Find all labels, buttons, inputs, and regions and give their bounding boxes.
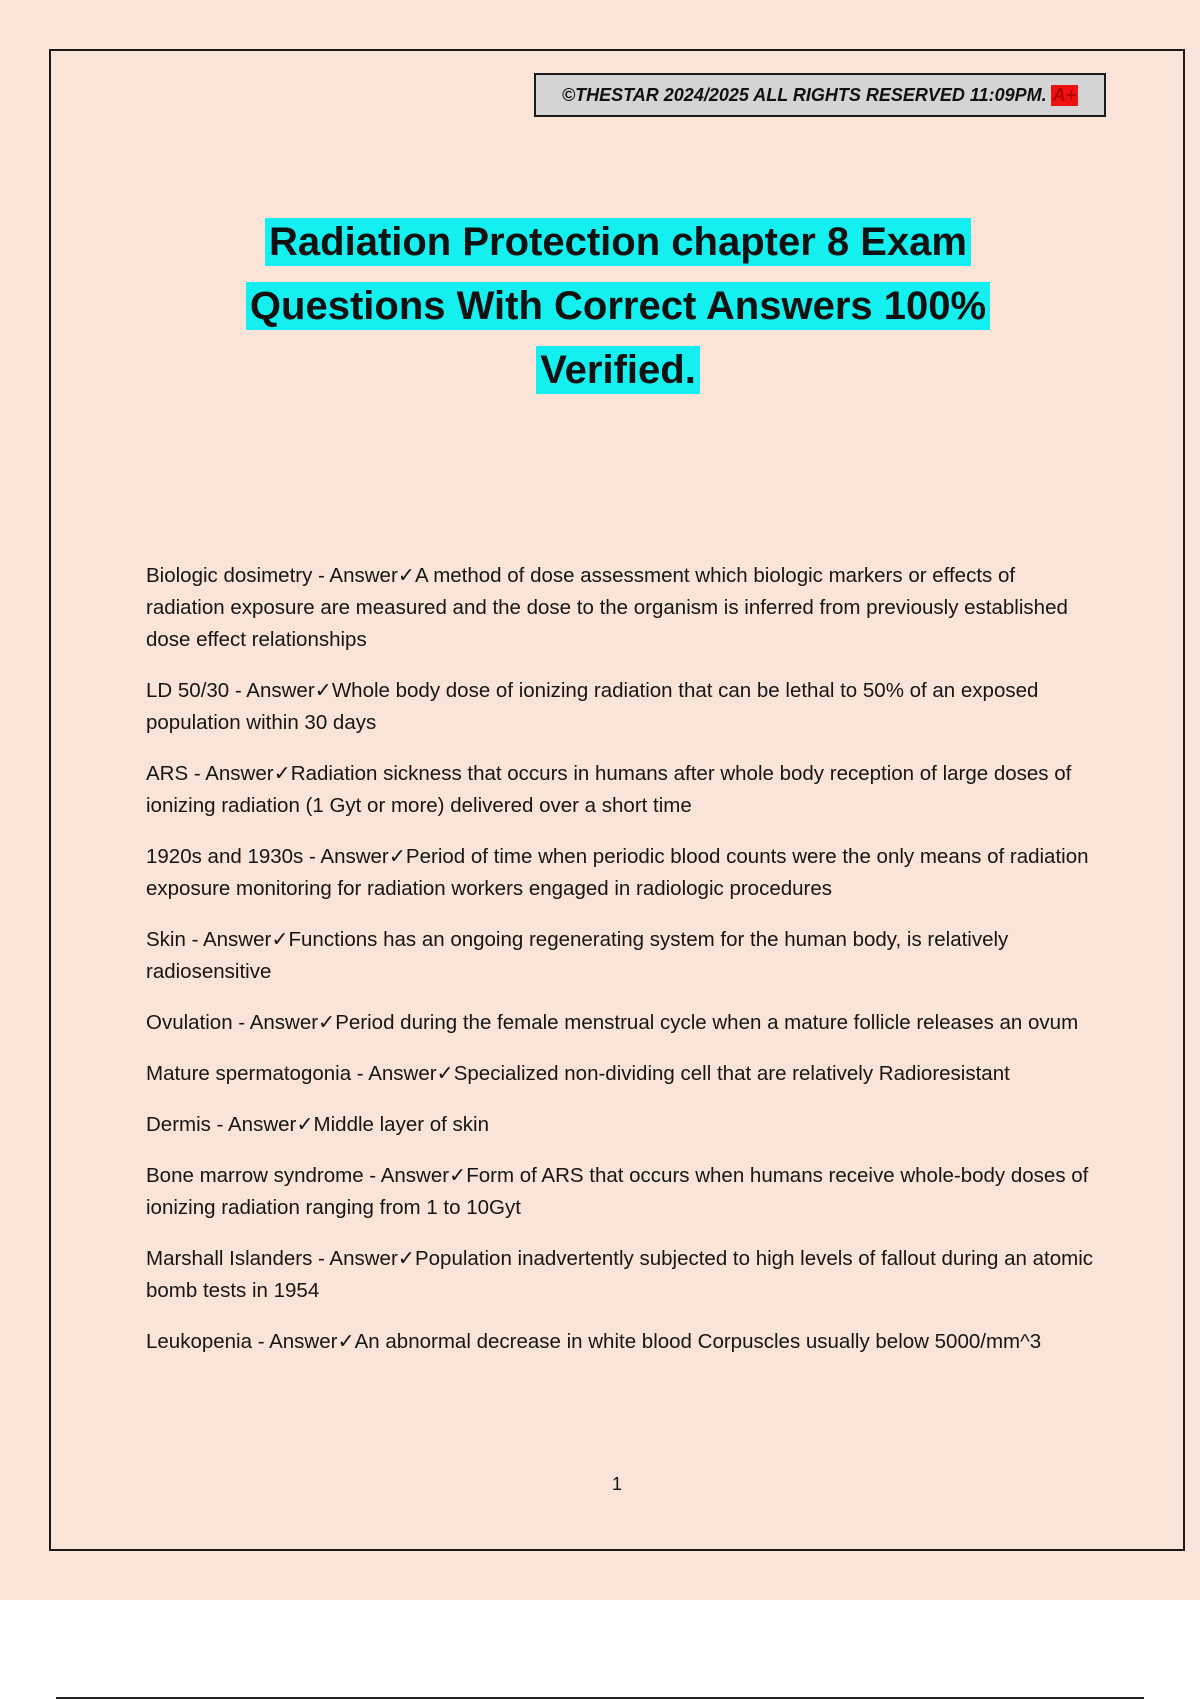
qa-entry: Bone marrow syndrome - Answer✓Form of ARS that occurs when humans receive whole-body doses of ionizing radiation ranging from 1 to 10Gyt [146, 1164, 1089, 1219]
qa-entry: Dermis - Answer✓Middle layer of skin [146, 1113, 489, 1136]
document-title [120, 210, 1116, 402]
qa-entry: Leukopenia - Answer✓An abnormal decrease in white blood Corpuscles usually below 5000/mm^3 [146, 1330, 1042, 1353]
qa-entry: Marshall Islanders - Answer✓Population inadvertently subjected to high levels of fallout during an atomic bomb tests in 1954 [146, 1247, 1094, 1302]
page-number: 1 [611, 1474, 622, 1494]
qa-entry: Ovulation - Answer✓Period during the female menstrual cycle when a mature follicle releases an ovum [146, 1011, 1079, 1034]
title-line-3: Verified. [536, 346, 700, 394]
footer-divider [56, 1697, 1144, 1699]
title-line-2: Questions With Correct Answers 100% [246, 282, 990, 330]
question-answer-list [146, 560, 1096, 1377]
qa-entry: LD 50/30 - Answer✓Whole body dose of ionizing radiation that can be lethal to 50% of an exposed population within 30 days [146, 679, 1039, 734]
qa-entry: ARS - Answer✓Radiation sickness that occurs in humans after whole body reception of large doses of ionizing radiation (1 Gyt or more) delivered over a short time [146, 762, 1072, 817]
qa-entry: Biologic dosimetry - Answer✓A method of dose assessment which biologic markers or effects of radiation exposure are measured and the dose to the organism is inferred from previously established dose effect relationships [146, 564, 1068, 651]
grade-badge: A+ [1052, 84, 1077, 105]
qa-entry: Mature spermatogonia - Answer✓Specialized non-dividing cell that are relatively Radioresistant [146, 1062, 1010, 1085]
copyright-header [534, 73, 1106, 117]
qa-entry: 1920s and 1930s - Answer✓Period of time when periodic blood counts were the only means of radiation exposure monitoring for radiation workers engaged in radiologic procedures [146, 845, 1089, 900]
qa-entry: Skin - Answer✓Functions has an ongoing regenerating system for the human body, is relatively radiosensitive [146, 928, 1009, 983]
copyright-text: ©THESTAR 2024/2025 ALL RIGHTS RESERVED 11:09PM. [561, 84, 1047, 105]
title-line-1: Radiation Protection chapter 8 Exam [265, 218, 971, 266]
